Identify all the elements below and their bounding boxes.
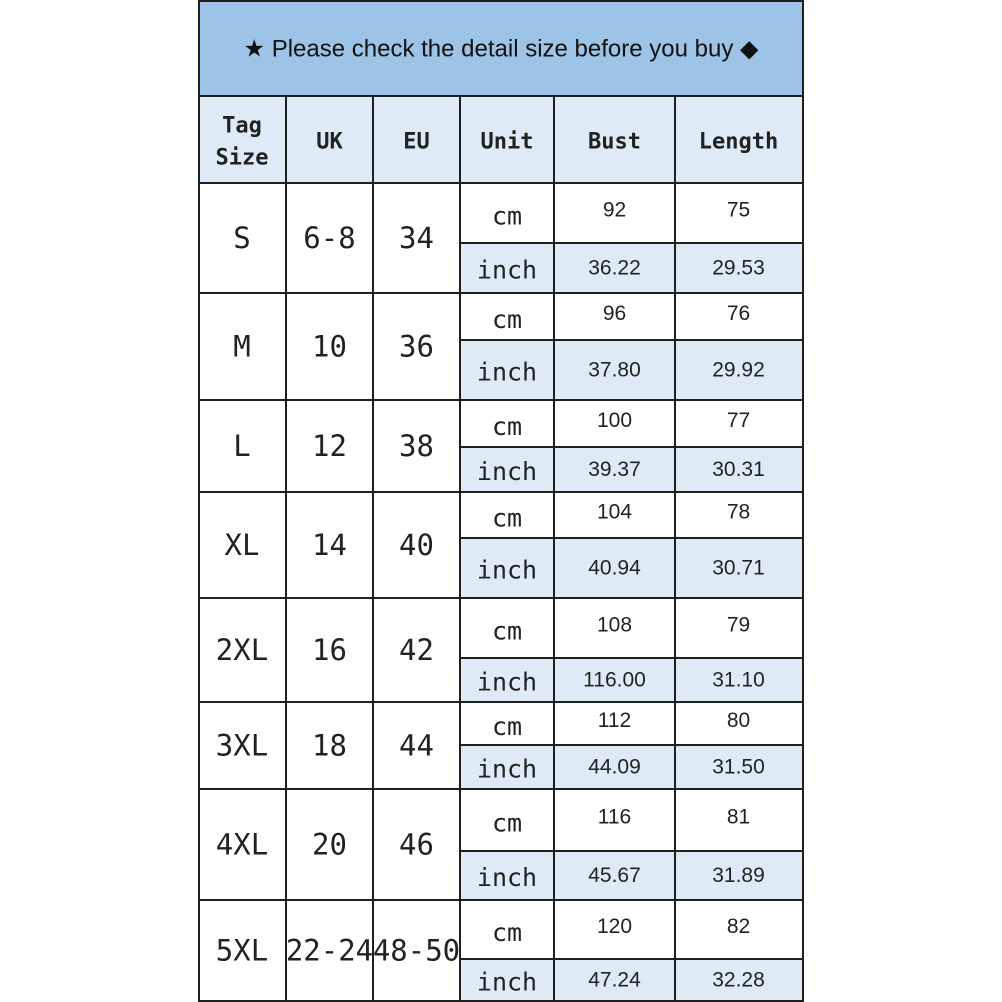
unit-inch-cell: inch bbox=[476, 754, 538, 784]
unit-cm-cell: cm bbox=[491, 503, 523, 533]
length-inch-cell: 30.31 bbox=[712, 458, 765, 481]
length-cm-cell: 76 bbox=[726, 302, 751, 325]
tag-size-cell: M bbox=[233, 329, 251, 364]
uk-size-cell: 12 bbox=[312, 429, 347, 463]
bust-cm-cell: 100 bbox=[596, 409, 633, 432]
header-length: Length bbox=[698, 129, 779, 155]
unit-cm-cell: cm bbox=[491, 305, 523, 334]
bust-inch-cell: 47.24 bbox=[588, 968, 641, 992]
unit-cm-cell: cm bbox=[491, 201, 523, 231]
tag-size-cell: 3XL bbox=[215, 728, 269, 763]
bust-cm-cell: 96 bbox=[602, 302, 627, 325]
bust-inch-cell: 40.94 bbox=[588, 556, 641, 580]
unit-cm-cell: cm bbox=[491, 412, 523, 441]
unit-inch-cell: inch bbox=[476, 457, 538, 486]
length-inch-cell: 31.89 bbox=[712, 864, 765, 887]
unit-cm-cell: cm bbox=[491, 616, 523, 646]
unit-inch-cell: inch bbox=[476, 357, 538, 387]
eu-size-cell: 36 bbox=[399, 329, 434, 364]
bust-inch-cell: 36.22 bbox=[588, 256, 641, 280]
length-cm-cell: 77 bbox=[726, 409, 751, 432]
uk-size-cell: 14 bbox=[312, 528, 347, 562]
unit-cm-cell: cm bbox=[491, 808, 523, 838]
bust-cm-cell: 92 bbox=[602, 198, 627, 222]
length-cm-cell: 79 bbox=[726, 613, 751, 637]
tag-size-cell: 4XL bbox=[215, 827, 269, 862]
uk-size-cell: 20 bbox=[312, 827, 347, 862]
tag-size-cell: 2XL bbox=[215, 633, 269, 667]
header-uk: UK bbox=[316, 129, 343, 155]
header-bust: Bust bbox=[588, 129, 641, 155]
eu-size-cell: 46 bbox=[399, 827, 434, 862]
length-cm-cell: 82 bbox=[726, 915, 751, 938]
bust-inch-cell: 39.37 bbox=[588, 458, 641, 481]
eu-size-cell: 40 bbox=[399, 528, 434, 562]
length-cm-cell: 78 bbox=[726, 500, 751, 524]
unit-inch-cell: inch bbox=[476, 967, 538, 997]
eu-size-cell: 44 bbox=[399, 728, 434, 763]
size-chart bbox=[198, 0, 804, 1002]
length-inch-cell: 31.10 bbox=[712, 668, 765, 692]
eu-size-cell: 48-50 bbox=[372, 933, 461, 968]
bust-cm-cell: 108 bbox=[596, 613, 633, 637]
unit-inch-cell: inch bbox=[476, 255, 538, 285]
length-inch-cell: 29.53 bbox=[712, 256, 765, 280]
length-cm-cell: 80 bbox=[726, 709, 751, 732]
eu-size-cell: 34 bbox=[399, 221, 434, 255]
bust-cm-cell: 112 bbox=[597, 709, 632, 732]
bust-inch-cell: 44.09 bbox=[588, 755, 641, 779]
length-inch-cell: 32.28 bbox=[712, 968, 765, 992]
length-inch-cell: 31.50 bbox=[712, 755, 765, 779]
bust-cm-cell: 116 bbox=[597, 805, 632, 829]
bust-inch-cell: 37.80 bbox=[588, 358, 641, 382]
bust-inch-cell: 116.00 bbox=[583, 668, 646, 692]
uk-size-cell: 16 bbox=[312, 633, 347, 667]
bust-cm-cell: 104 bbox=[596, 500, 633, 524]
length-inch-cell: 30.71 bbox=[712, 556, 765, 580]
bust-cm-cell: 120 bbox=[596, 915, 633, 938]
eu-size-cell: 42 bbox=[399, 633, 434, 667]
header-eu: EU bbox=[403, 129, 430, 155]
length-cm-cell: 81 bbox=[726, 805, 751, 829]
uk-size-cell: 10 bbox=[312, 329, 347, 364]
bust-inch-cell: 45.67 bbox=[588, 864, 641, 887]
uk-size-cell: 6-8 bbox=[303, 221, 356, 255]
eu-size-cell: 38 bbox=[399, 429, 434, 463]
length-cm-cell: 75 bbox=[726, 198, 751, 222]
header-tag-line2: Size bbox=[215, 145, 269, 171]
tag-size-cell: L bbox=[233, 429, 251, 463]
header-tag-line1: Tag bbox=[222, 113, 262, 139]
banner-title: ★ Please check the detail size before you buy ◆ bbox=[243, 35, 759, 63]
unit-inch-cell: inch bbox=[476, 667, 538, 697]
unit-cm-cell: cm bbox=[491, 712, 523, 741]
unit-inch-cell: inch bbox=[476, 555, 538, 585]
unit-cm-cell: cm bbox=[491, 918, 523, 947]
length-inch-cell: 29.92 bbox=[712, 358, 765, 382]
tag-size-cell: S bbox=[233, 221, 251, 255]
header-unit: Unit bbox=[480, 129, 534, 155]
unit-inch-cell: inch bbox=[476, 863, 538, 892]
uk-size-cell: 18 bbox=[312, 728, 347, 763]
tag-size-cell: XL bbox=[224, 528, 260, 562]
uk-size-cell: 22-24 bbox=[285, 933, 374, 968]
tag-size-cell: 5XL bbox=[215, 933, 269, 968]
